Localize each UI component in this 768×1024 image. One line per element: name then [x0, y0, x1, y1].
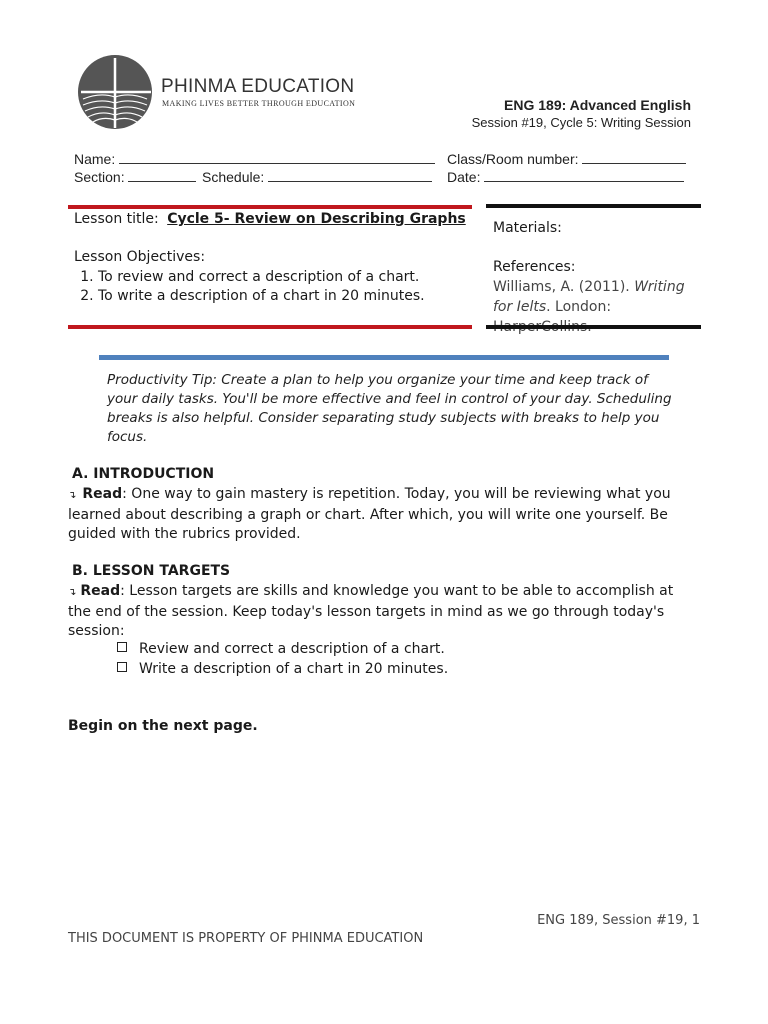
- date-line[interactable]: [484, 167, 684, 182]
- lesson-targets-text: [68, 582, 698, 642]
- introduction-body: : One way to gain mastery is repetition. Today, you will be reviewing what you learned about describing a graph or chart. After which, you will write one yourself. Be guided with the rubrics provided.: [68, 486, 671, 542]
- lesson-title-label: Lesson title:: [74, 211, 159, 227]
- lesson-targets-heading: B. LESSON TARGETS: [72, 563, 231, 579]
- course-title: ENG 189: Advanced English: [504, 97, 691, 113]
- name-field[interactable]: [74, 149, 435, 167]
- arrow-icon: ↴: [68, 587, 77, 598]
- lesson-title-value: Cycle 5- Review on Describing Graphs: [167, 211, 466, 227]
- productivity-tip: Productivity Tip: Create a plan to help you organize your time and keep track of your daily tasks. You'll be more effective and feel in control of your day. Scheduling breaks is also helpful. Consider separating study subjects with breaks to help you focus.: [107, 372, 672, 445]
- target-checklist: [117, 640, 448, 679]
- objectives-list: [52, 268, 425, 306]
- references-label: References:: [493, 259, 576, 275]
- lesson-top-rule: [68, 205, 472, 209]
- date-label: Date:: [447, 169, 481, 185]
- section-line[interactable]: [128, 167, 196, 182]
- page-footer: ENG 189, Session #19, 1: [537, 913, 700, 928]
- begin-instruction: Begin on the next page.: [68, 718, 258, 734]
- lesson-targets-body: : Lesson targets are skills and knowledge you want to be able to accomplish at the end of the session. Keep today's lesson targets in mind as we go through today's session:: [68, 583, 674, 639]
- checkbox-icon[interactable]: [117, 662, 127, 672]
- brand-tagline: MAKING LIVES BETTER THROUGH EDUCATION: [162, 99, 356, 108]
- reference-title: Writing for Ielts: [493, 279, 685, 315]
- tip-rule: [99, 355, 669, 360]
- materials-top-rule: [486, 204, 701, 208]
- class-field[interactable]: [447, 149, 686, 167]
- target-item-label: Write a description of a chart in 20 minutes.: [139, 660, 449, 677]
- read-label: Read: [82, 486, 123, 502]
- session-title: Session #19, Cycle 5: Writing Session: [471, 115, 691, 130]
- introduction-heading: A. INTRODUCTION: [72, 466, 215, 482]
- checkbox-icon[interactable]: [117, 642, 127, 652]
- class-label: Class/Room number:: [447, 151, 579, 167]
- class-line[interactable]: [582, 149, 686, 164]
- objectives-label: Lesson Objectives:: [74, 249, 206, 265]
- arrow-icon: ↴: [68, 490, 77, 501]
- objective-item: 2. To write a description of a chart in 20 minutes.: [98, 287, 425, 306]
- lesson-bottom-rule: [68, 325, 472, 329]
- date-field[interactable]: [447, 167, 684, 185]
- reference-author: Williams, A. (2011).: [493, 279, 635, 295]
- property-notice: THIS DOCUMENT IS PROPERTY OF PHINMA EDUCATION: [68, 931, 424, 946]
- objective-item: 1. To review and correct a description of a chart.: [98, 268, 425, 287]
- section-label: Section:: [74, 169, 125, 185]
- read-label: Read: [80, 583, 121, 599]
- schedule-field[interactable]: [202, 167, 432, 185]
- brand-name: PHINMA EDUCATION: [161, 76, 355, 97]
- name-label: Name:: [74, 151, 116, 167]
- target-item[interactable]: [117, 660, 448, 680]
- phinma-logo: [75, 52, 155, 132]
- reference-publisher: . London:: [546, 299, 612, 315]
- materials-label: Materials:: [493, 220, 562, 236]
- target-item[interactable]: [117, 640, 448, 660]
- schedule-line[interactable]: [268, 167, 432, 182]
- introduction-text: [68, 485, 698, 545]
- target-item-label: Review and correct a description of a chart.: [139, 641, 445, 657]
- section-field[interactable]: [74, 167, 196, 185]
- schedule-label: Schedule:: [202, 169, 265, 185]
- materials-bottom-rule: [486, 325, 701, 329]
- name-line[interactable]: [119, 149, 435, 164]
- lesson-title: [74, 211, 466, 227]
